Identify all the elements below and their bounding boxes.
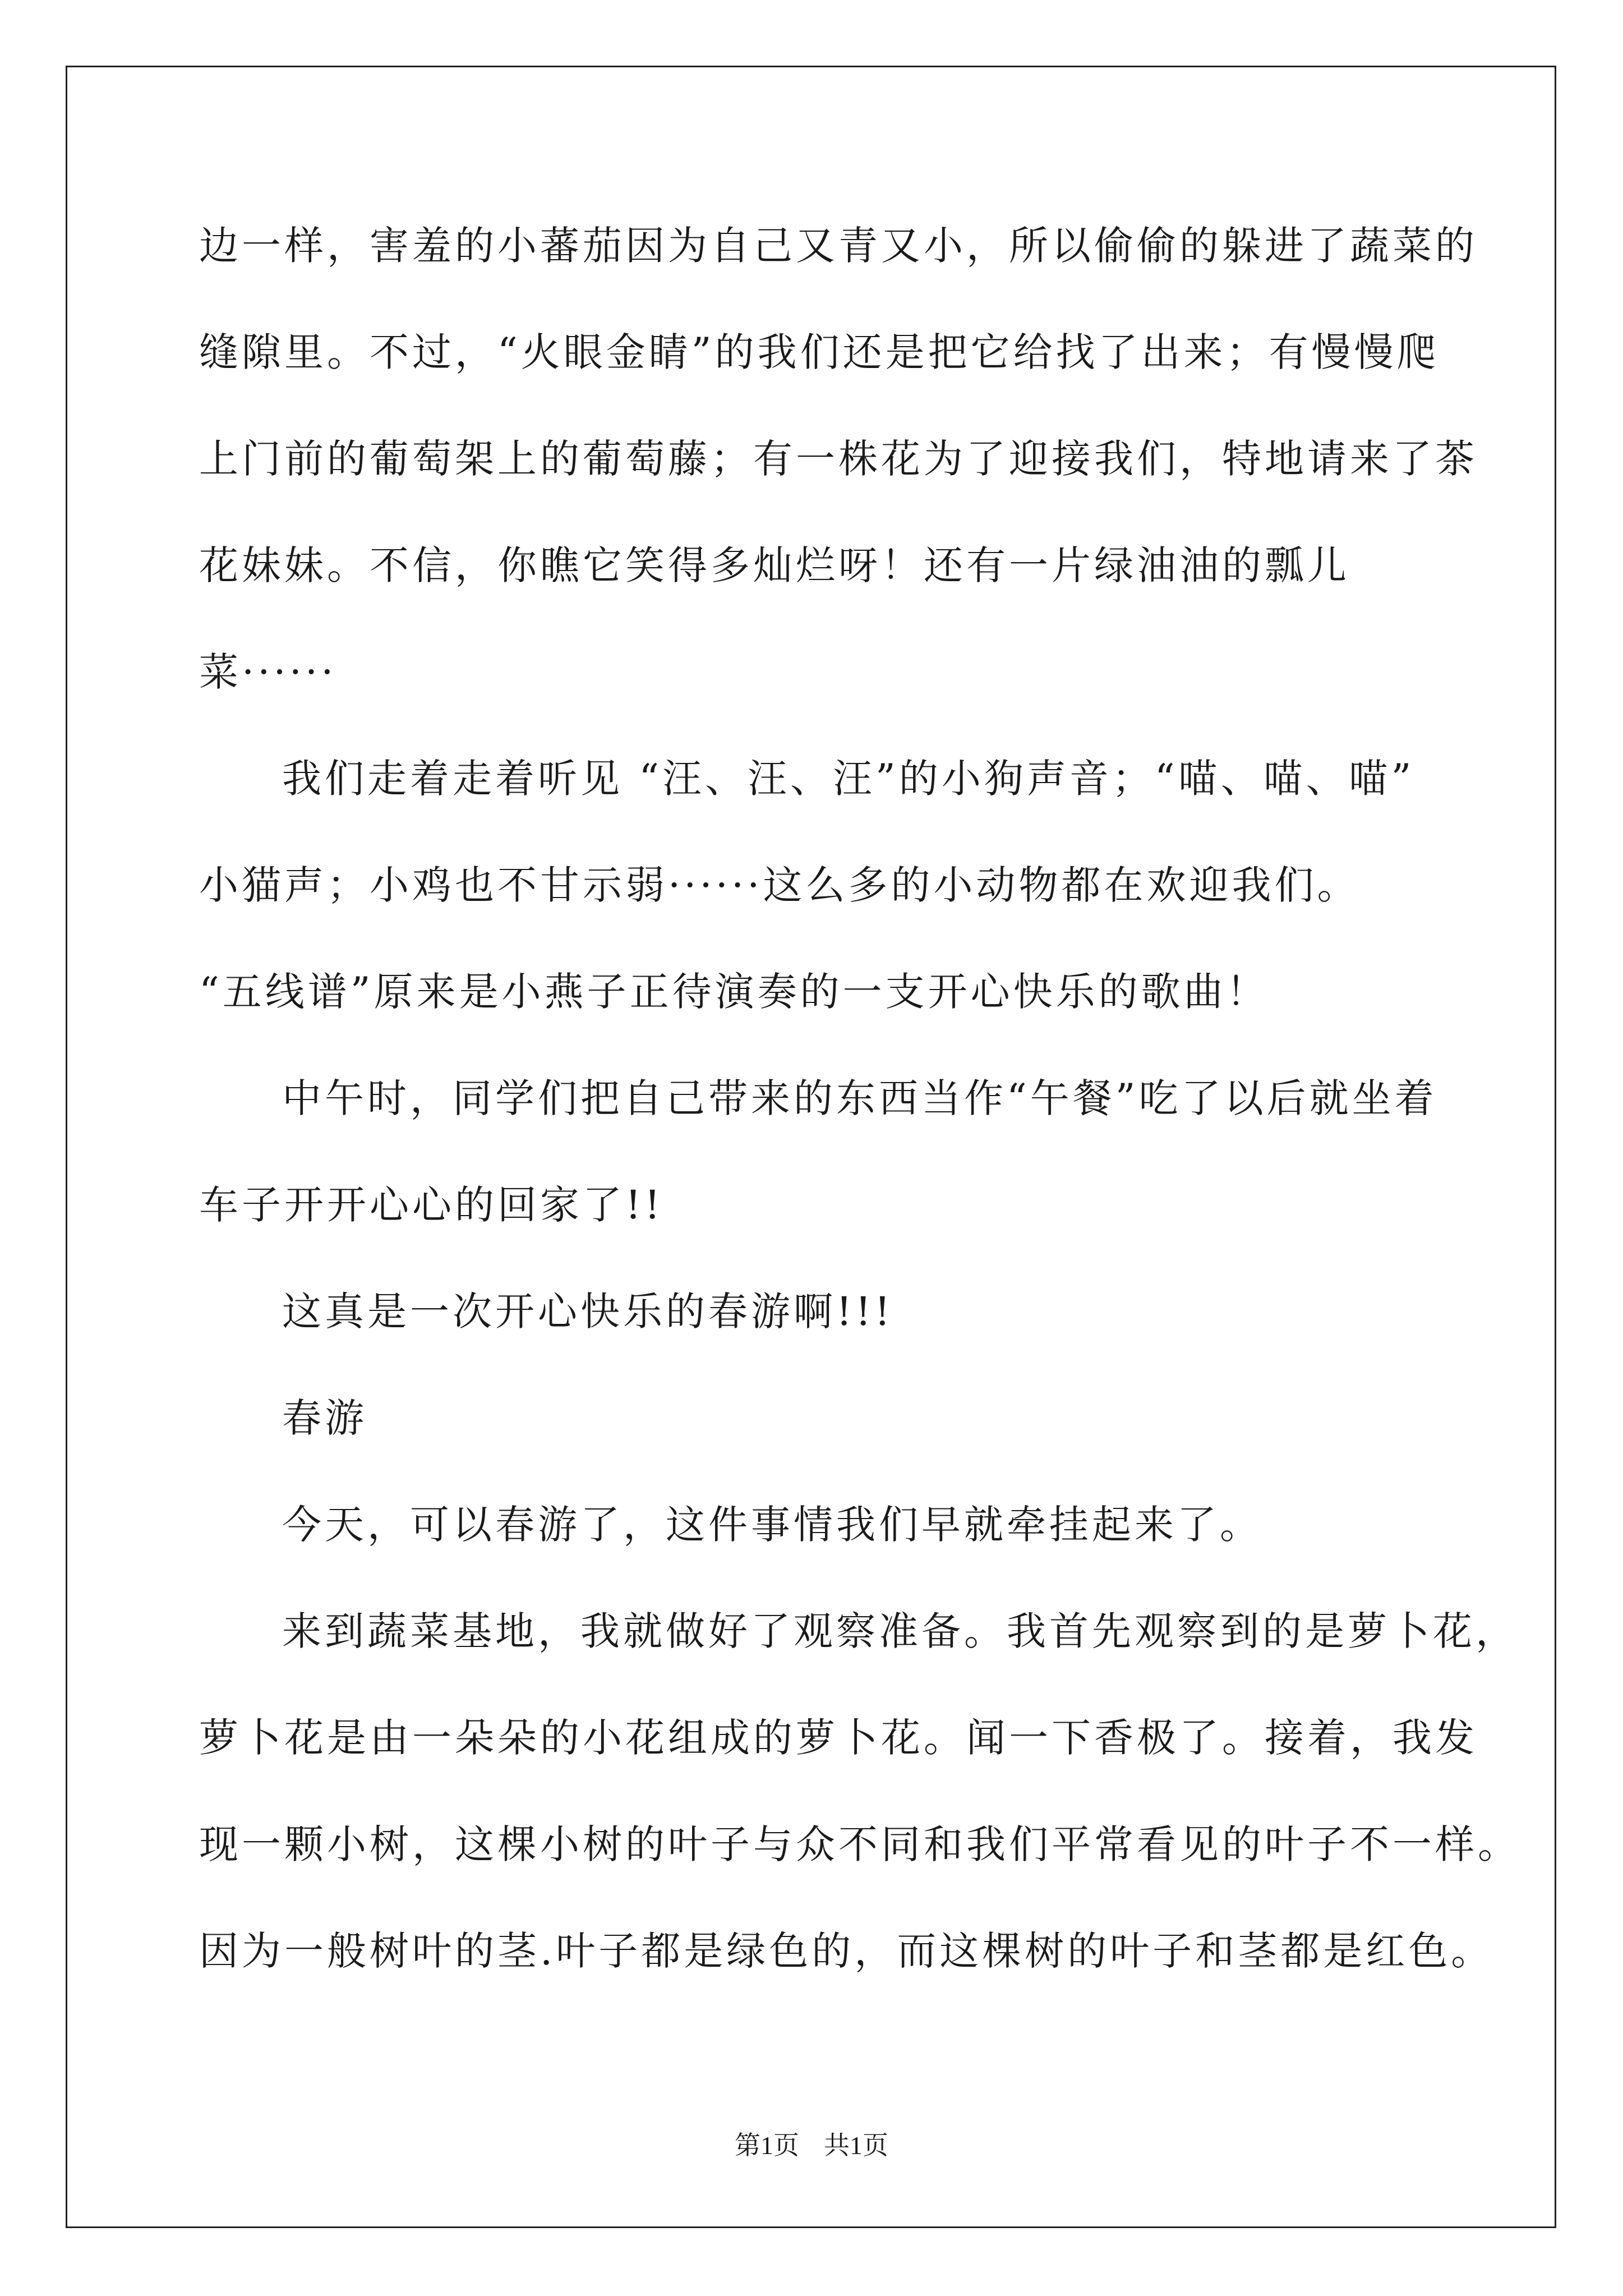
- text-line: 车子开开心心的回家了!!: [199, 1182, 664, 1228]
- text-line: 边一样，害羞的小蕃茄因为自己又青又小，所以偷偷的躲进了蔬菜的: [199, 223, 1478, 269]
- paragraph-start-line: 我们走着走着听见 “汪、汪、汪”的小狗声音；“喵、喵、喵”: [282, 756, 1415, 802]
- text-line: “五线谱”原来是小燕子正待演奏的一支开心快乐的歌曲！: [199, 969, 1269, 1015]
- text-line: 缝隙里。不过，“火眼金睛”的我们还是把它给找了出来；有慢慢爬: [199, 329, 1440, 375]
- paragraph-start-line: 这真是一次开心快乐的春游啊!!!: [282, 1289, 894, 1335]
- text-line: 花妹妹。不信，你瞧它笑得多灿烂呀！还有一片绿油油的瓢儿: [199, 542, 1350, 588]
- text-line: 萝卜花是由一朵朵的小花组成的萝卜花。闻一下香极了。接着，我发: [199, 1715, 1478, 1761]
- text-line: 因为一般树叶的茎.叶子都是绿色的，而这棵树的叶子和茎都是红色。: [199, 1928, 1494, 1974]
- page-count: 共1页: [824, 2131, 888, 2160]
- paragraph-start-line: 中午时，同学们把自己带来的东西当作“午餐”吃了以后就坐着: [282, 1075, 1437, 1121]
- page-border: [66, 66, 1556, 2228]
- text-line: 小猫声；小鸡也不甘示弱······这么多的小动物都在欢迎我们。: [199, 862, 1360, 908]
- text-line: 现一颗小树，这棵小树的叶子与众不同和我们平常看见的叶子不一样。: [199, 1821, 1520, 1867]
- text-line: 菜······: [199, 649, 337, 695]
- paragraph-start-line: 来到蔬菜基地，我就做好了观察准备。我首先观察到的是萝卜花，: [282, 1608, 1518, 1654]
- paragraph-start-line: 今天，可以春游了，这件事情我们早就牵挂起来了。: [282, 1502, 1262, 1548]
- section-title: 春游: [282, 1395, 367, 1441]
- page-footer: [0, 2129, 1623, 2162]
- page-number: 第1页: [735, 2131, 799, 2160]
- text-line: 上门前的葡萄架上的葡萄藤；有一株花为了迎接我们，特地请来了茶: [199, 436, 1478, 482]
